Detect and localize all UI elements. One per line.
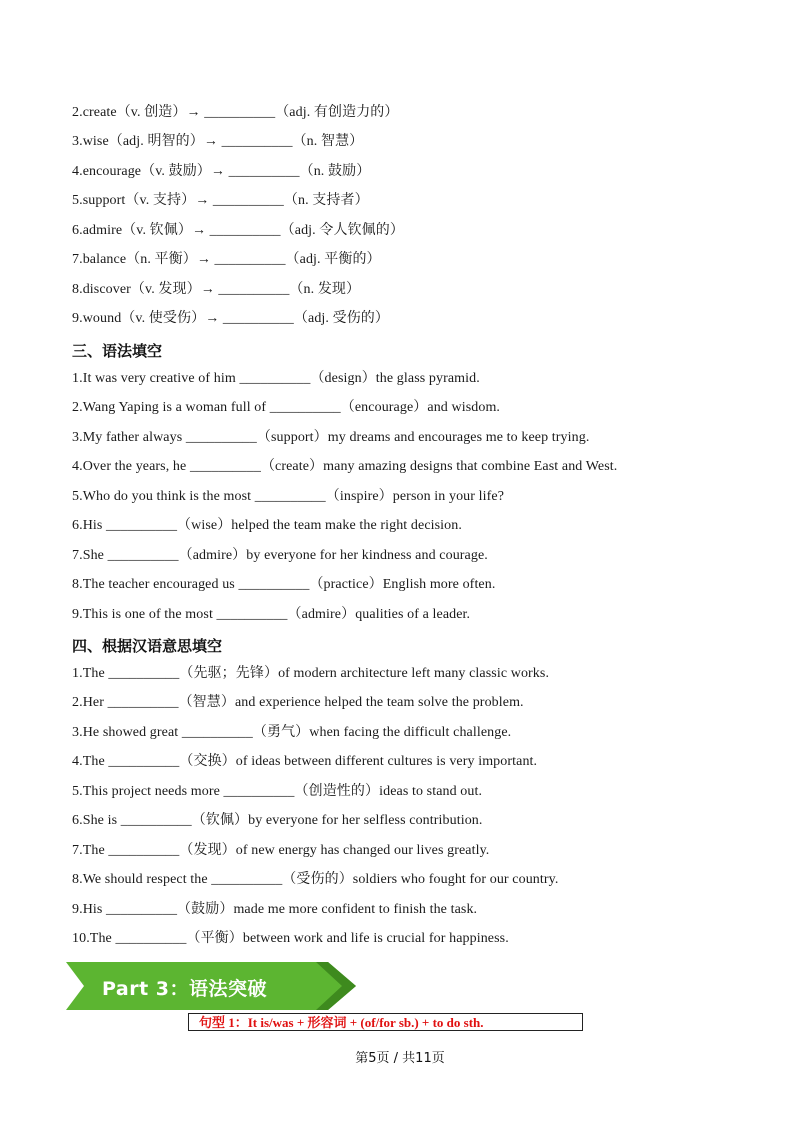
- exercise-item: 9.His __________（鼓励）made me more confident to finish the task.: [72, 902, 478, 917]
- vocab-item: 6.admire（v. 钦佩）→ __________（adj. 令人钦佩的）: [72, 223, 404, 238]
- section-heading-grammar: 三、语法填空: [72, 342, 163, 360]
- exercise-item: 4.Over the years, he __________（create）many amazing designs that combine East and West.: [72, 459, 618, 474]
- exercise-item: 9.This is one of the most __________（admire）qualities of a leader.: [72, 607, 471, 622]
- page-footer: 第5页 / 共11页: [355, 1051, 445, 1066]
- exercise-item: 1.It was very creative of him __________（design）the glass pyramid.: [72, 371, 480, 386]
- vocab-item: 3.wise（adj. 明智的）→ __________（n. 智慧）: [72, 134, 364, 149]
- sentence-pattern-box: 句型 1：It is/was + 形容词 + (of/for sb.) + to do sth.: [188, 1013, 583, 1031]
- exercise-item: 10.The __________（平衡）between work and life is crucial for happiness.: [72, 931, 509, 946]
- section-heading-translation: 四、根据汉语意思填空: [72, 637, 223, 655]
- exercise-item: 8.The teacher encouraged us __________（practice）English more often.: [72, 577, 496, 592]
- exercise-item: 5.This project needs more __________（创造性的）ideas to stand out.: [72, 784, 483, 799]
- vocab-item: 9.wound（v. 使受伤）→ __________（adj. 受伤的）: [72, 311, 390, 326]
- exercise-item: 1.The __________（先驱；先锋）of modern architecture left many classic works.: [72, 666, 550, 681]
- exercise-item: 7.The __________（发现）of new energy has changed our lives greatly.: [72, 843, 490, 858]
- part-banner-title: Part 3：语法突破: [102, 978, 268, 1000]
- vocab-item: 8.discover（v. 发现）→ __________（n. 发现）: [72, 282, 361, 297]
- exercise-item: 7.She __________（admire）by everyone for her kindness and courage.: [72, 548, 488, 563]
- exercise-item: 6.She is __________（钦佩）by everyone for her selfless contribution.: [72, 813, 483, 828]
- vocab-item: 2.create（v. 创造）→ __________（adj. 有创造力的）: [72, 105, 399, 120]
- vocab-item: 5.support（v. 支持）→ __________（n. 支持者）: [72, 193, 369, 208]
- exercise-item: 3.He showed great __________（勇气）when facing the difficult challenge.: [72, 725, 512, 740]
- vocab-item: 7.balance（n. 平衡）→ __________（adj. 平衡的）: [72, 252, 381, 267]
- exercise-item: 8.We should respect the __________（受伤的）soldiers who fought for our country.: [72, 872, 559, 887]
- exercise-item: 5.Who do you think is the most __________（inspire）person in your life?: [72, 489, 505, 504]
- exercise-item: 2.Wang Yaping is a woman full of __________（encourage）and wisdom.: [72, 400, 501, 415]
- exercise-item: 3.My father always __________（support）my dreams and encourages me to keep trying.: [72, 430, 590, 445]
- vocab-item: 4.encourage（v. 鼓励）→ __________（n. 鼓励）: [72, 164, 371, 179]
- exercise-item: 6.His __________（wise）helped the team make the right decision.: [72, 518, 462, 533]
- exercise-item: 4.The __________（交换）of ideas between different cultures is very important.: [72, 754, 538, 769]
- part-banner: [66, 962, 356, 1010]
- exercise-item: 2.Her __________（智慧）and experience helped the team solve the problem.: [72, 695, 524, 710]
